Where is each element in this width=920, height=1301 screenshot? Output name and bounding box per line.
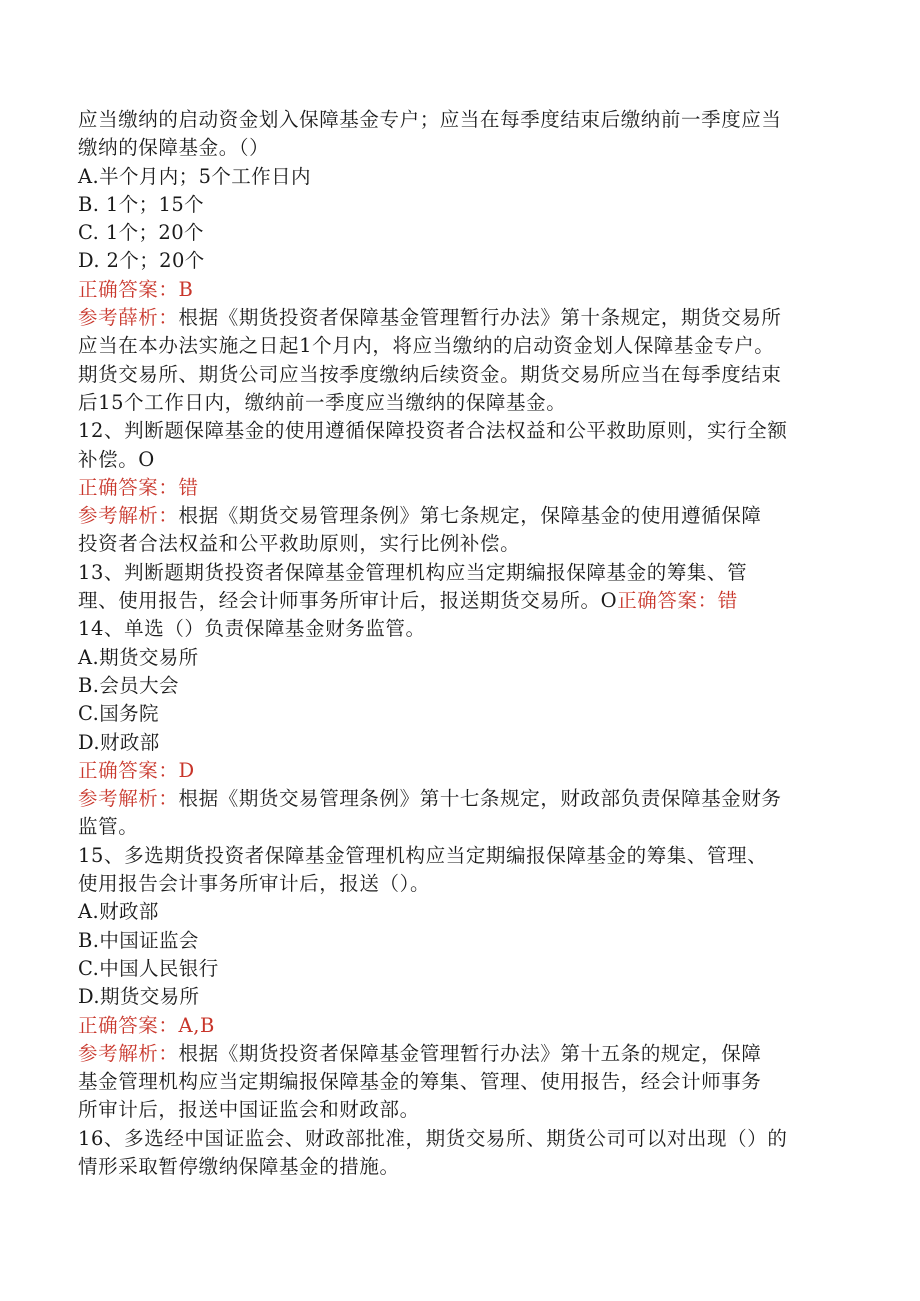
analysis-label: 参考薛析： [78, 306, 179, 330]
question-15 [78, 842, 848, 1125]
question-stem-line: 缴纳的保障基金。（） [78, 136, 270, 160]
answer-label: 正确答案： [78, 277, 179, 301]
analysis-line [78, 502, 848, 530]
analysis-line: 后15个工作日内，缴纳前一季度应当缴纳的保障基金。 [78, 390, 567, 414]
analysis-text: 根据《期货交易管理条例》第七条规定，保障基金的使用遵循保障 [178, 504, 762, 528]
answer-value: A,B [178, 1013, 215, 1037]
answer-label: 正确答案： [78, 758, 179, 782]
correct-answer [78, 757, 848, 785]
analysis-label: 参考解析： [78, 787, 179, 811]
question-stem-line: 12、判断题保障基金的使用遵循保障投资者合法权益和公平救助原则，实行全额 [78, 419, 788, 443]
analysis-line: 所审计后，报送中国证监会和财政部。 [78, 1098, 420, 1122]
question-12 [78, 417, 848, 558]
analysis-text: 根据《期货投资者保障基金管理暂行办法》第十条规定，期货交易所 [178, 306, 782, 330]
option-d: D.期货交易所 [78, 985, 200, 1009]
correct-answer [78, 1012, 848, 1040]
option-a: A.期货交易所 [78, 645, 199, 669]
answer-label: 正确答案： [617, 589, 718, 613]
option-b: B. 1个；15个 [78, 192, 205, 216]
question-14 [78, 615, 848, 841]
analysis-line [78, 1040, 848, 1068]
document-page [78, 106, 848, 1181]
option-d: D. 2个；20个 [78, 249, 205, 273]
question-stem-line [78, 587, 848, 615]
analysis-label: 参考解析： [78, 504, 179, 528]
stem-text: 理、使用报告，经会计师事务所审计后，报送期货交易所。O [78, 589, 618, 613]
option-a: A.半个月内；5个工作日内 [78, 164, 311, 188]
answer-label: 正确答案： [78, 1013, 179, 1037]
question-stem-line: 15、多选期货投资者保障基金管理机构应当定期编报保障基金的筹集、管理、 [78, 843, 768, 867]
question-stem-line: 16、多选经中国证监会、财政部批准，期货交易所、期货公司可以对出现（）的 [78, 1126, 788, 1150]
option-b: B.会员大会 [78, 673, 179, 697]
analysis-line: 监管。 [78, 815, 139, 839]
option-c: C.国务院 [78, 702, 159, 726]
question-stem-line: 情形采取暂停缴纳保障基金的措施。 [78, 1154, 400, 1178]
analysis-text: 根据《期货投资者保障基金管理暂行办法》第十五条的规定，保障 [178, 1041, 762, 1065]
answer-value: 错 [178, 475, 199, 499]
question-stem-line: 补偿。O [78, 447, 155, 471]
option-a: A.财政部 [78, 900, 159, 924]
question-stem-line: 13、判断题期货投资者保障基金管理机构应当定期编报保障基金的筹集、管 [78, 560, 748, 584]
question-11 [78, 106, 848, 417]
analysis-line [78, 304, 848, 332]
option-b: B.中国证监会 [78, 928, 199, 952]
question-stem-line: 使用报告会计事务所审计后，报送（）。 [78, 872, 431, 896]
analysis-line: 投资者合法权益和公平救助原则，实行比例补偿。 [78, 532, 521, 556]
answer-value: 错 [717, 589, 738, 613]
question-13 [78, 559, 848, 616]
answer-value: D [178, 758, 195, 782]
analysis-label: 参考解析： [78, 1041, 179, 1065]
analysis-line: 基金管理机构应当定期编报保障基金的筹集、管理、使用报告，经会计师事务 [78, 1070, 762, 1094]
answer-value: B [178, 277, 194, 301]
option-d: D.财政部 [78, 730, 160, 754]
analysis-text: 根据《期货交易管理条例》第十七条规定，财政部负责保障基金财务 [178, 787, 782, 811]
analysis-line: 应当在本办法实施之日起1个月内，将应当缴纳的启动资金划人保障基金专户。 [78, 334, 775, 358]
question-16 [78, 1125, 848, 1182]
question-stem-line: 应当缴纳的启动资金划入保障基金专户；应当在每季度结束后缴纳前一季度应当 [78, 108, 782, 131]
option-c: C.中国人民银行 [78, 956, 219, 980]
question-stem-line: 14、单选（）负责保障基金财务监管。 [78, 617, 426, 641]
correct-answer [78, 276, 848, 304]
correct-answer [78, 474, 848, 502]
option-c: C. 1个；20个 [78, 221, 204, 245]
analysis-line: 期货交易所、期货公司应当按季度缴纳后续资金。期货交易所应当在每季度结束 [78, 362, 782, 386]
answer-label: 正确答案： [78, 475, 179, 499]
analysis-line [78, 785, 848, 813]
